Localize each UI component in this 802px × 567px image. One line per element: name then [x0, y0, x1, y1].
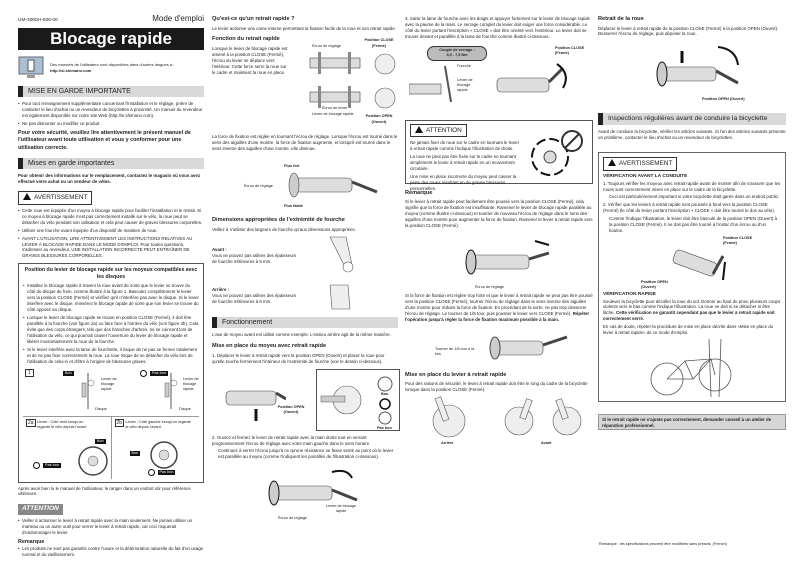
safety-notice: Pour votre sécurité, veuillez lire attentivement le présent manuel de l'utilisateur avant toute utilisation et vous y conformer pour une utilisation correcte. [18, 129, 191, 151]
bad-badge: Pas bon [152, 370, 166, 375]
warning-label: AVERTISSEMENT [18, 191, 92, 205]
bullet: • Veiller à actionner le levier à retrait rapide avec la main seulement. Ne jamais utiliser un marteau ou un autre outil pour serrer le levier à retrait rapide, car ceci risquerait d'endommager le levier. [18, 518, 204, 536]
heading: VÉRIFICATION RAPIDE [603, 292, 656, 298]
step-2-cont: Continuez à serrer l'écrou jusqu'à ce qu'une résistance se fasse sentir au point où le levier est parallèle au moyeu (comme l'indiquent les pointillés de l'illustration ci-dessous). [218, 448, 394, 460]
figure-2b: 2b Levier : Côté gauche lorsqu'on regarde le vélo depuis l'avant. Bon Pas bon [116, 419, 192, 474]
paragraph: Soulever la bicyclette pour décoller la roue du sol. Donner au haut du pneu plusieurs coups violents vers le bas comme l'indique l'illustration. La roue ne doit ni se détacher ni être lâche. Cette vérification ne garantit cependant pas que le levier à retrait rapide soit correctement serré. [603, 298, 781, 322]
column-1 [18, 0, 204, 560]
paragraph: Déplacer le levier à retrait rapide de la position CLOSE (Fermé) à la position OPEN (Ouvert). Desserrer l'écrou de réglage, puis déposer la roue. [598, 25, 779, 37]
no-icon [148, 469, 155, 476]
lever-orientation-figure: Arrière Avant [405, 395, 593, 449]
no-icon [33, 462, 40, 469]
section-fonctionnement: Fonctionnement [212, 317, 398, 328]
inspection-warning-box: AVERTISSEMENT VÉRIFICATION AVANT LA CONDUITE 1. Toujours vérifier les moyeux avec retrait rapide avant de monter afin de s'assurer que les roues sont correctement mises en place sur le cadre de la bicyclette. Ceci est particulièrement important si votre bicyclette était garée dans un endroit public. 2. Vérifier que les leviers à retrait rapide sont poussés à fond vers la position CLOSE (Fermé) (le côté du levier portant l'inscription « CLOSE » doit être tourné le dos au vélo). Comme l'indique l'illustration, le levier doit être basculé de la position OPEN (Ouvert) à la position CLOSE (Fermé). Il ne doit pas être tourné à l'instar d'un écrou ou d'un boulon. Position CLOSE (Fermé) Position OPEN (Ouvert) VÉRIFICATION RAPIDE Soulever la bicyclette pour décoller la roue du sol. Donner au haut du pneu plusieurs coups violents vers le bas comme l'indique l'illustration. La roue ne doit ni se détacher ni être lâche. Cette vérification ne garantit cependant pas que le levier à retrait rapide soit correctement serré. En cas de doute, répéter la procédure de mise en place décrite dans «Mise en place du levier à retrait rapide» de ce mode d'emploi. [598, 152, 786, 402]
page-title: Blocage rapide [18, 28, 204, 50]
item-2-cont: Comme l'indique l'illustration, le levier doit être basculé de la position OPEN (Ouvert) à la position CLOSE (Fermé). Il ne doit pas être tourné à l'instar d'un écrou ou d'un boulon. [609, 216, 778, 234]
heading: Qu'est-ce qu'un retrait rapide ? [212, 16, 295, 22]
bullet: • Installez le blocage rapide à travers la roue avant de sorte que le levier se trouve du côté du disque de frein, comme illustré à la figure 1. Basculez complètement le levier vers la position CLOSE (Fermé) et vérifiez qu'il n'interfère pas avec le disque. Si le levier interfère avec le disque, réinsérez le blocage rapide de sorte que son levier se trouve du côté opposé au disque. [23, 283, 199, 313]
hub-disc-illustration [78, 373, 98, 409]
torque-box: Couple de serrage : 5,0 - 7,5 Nm [427, 46, 487, 61]
professional-note: Si le retrait rapide ne s'ajuste pas correctement, demander conseil à un atelier de réparation professionnel. [598, 414, 786, 430]
item-1: 1. Toujours vérifier les moyeux avec retrait rapide avant de monter afin de s'assurer que les roues sont correctement mises en place sur le cadre de la bicyclette. [603, 180, 781, 192]
paragraph: La force de fixation est réglée en tournant l'écrou de réglage. Lorsque l'écrou est tourné dans le sens des aiguilles d'une montre, la force de fixation augmente, et lorsqu'il est tourné dans le sens inverse des aiguilles d'une montre, elle diminue. [212, 134, 398, 152]
hub-disc-illustration [161, 373, 181, 409]
attention-box: ATTENTION Ne jamais fixer de roue sur le cadre en tournant le levier à retrait rapide comme l'indique l'illustration de droite. La roue ne peut pas être fixée sur le cadre en tournant simplement le levier à retrait rapide en un mouvement circulaire. Une mise en place incorrecte du moyeu peut causer la perte des roues résultant en de graves blessures personnelles. [405, 120, 593, 184]
bullet: • Les produits ne sont pas garantis contre l'usure et la détérioration naturelle du fait d'un usage normal et du vieillissement. [18, 546, 204, 558]
heading: Mise en place du levier à retrait rapide [405, 371, 507, 378]
wheel-illustration [75, 441, 111, 477]
heading: Remarque [405, 189, 433, 196]
heading: Dimensions appropriées de l'extrémité de fourche [212, 217, 345, 224]
adjust-force-figure: Plus fort Écrou de réglage Plus faible [212, 154, 398, 212]
bullet: • Cette roue est équipée d'un moyeu à blocage rapide pour faciliter l'installation et le retrait. Si ce moyeu à blocage rapide n'est pas correctement installé sur le vélo, la roue peut se détacher du vélo pendant son utilisation et cela peut causer de graves blessures corporelles. [18, 208, 204, 226]
bullet: • Lorsque le levier de blocage rapide se trouve en position CLOSE (Fermé), il doit être parallèle à la fourche (voir figure 2a) ou faire face à l'arrière du vélo (voir figure 2b). Cela évite que des corps étrangers, tels que des branches d'arbres, ne se coincent lors de l'utilisation du vélo, ce qui pourrait causer l'ouverture du levier de blocage rapide et libérer involontairement la roue de la fourche. [23, 315, 199, 345]
heading: Retrait de la roue [598, 16, 644, 22]
step2-figure: Levier de blocage rapide Écrou de réglage [212, 462, 398, 522]
fork-end-illustration [322, 235, 362, 311]
eighth-turn-figure: Tourner de 1/8 tour à la fois [405, 325, 593, 367]
remarque-title: Remarque [18, 539, 45, 545]
column-2 [212, 0, 398, 522]
section-inspections: Inspections régulières avant de conduire la bicyclette [598, 113, 786, 124]
column-3 [405, 0, 593, 449]
step-1: 1. Déplacer le levier à retrait rapide vers la position OPEN (Ouvert) et placer la roue pour qu'elle touche fermement l'intérieur de l'extrémité de fourche (voir le dessin ci-dessous). [212, 352, 385, 364]
disc-hub-box [18, 263, 204, 482]
step-3: 3. Saisir la lame de fourche avec les doigts et appuyer fortement sur le levier de blocage rapide avec la paume de la main. Le serrage complet du levier doit exiger une force considérable. Le côté du levier portant l'inscription « CLOSE » doit être orienté vers l'extérieur. Le levier doit se trouver devant et parallèle à la lame de fourche comme illustré ci-dessous. [405, 16, 590, 39]
doc-type: Mode d'emploi [152, 14, 204, 23]
column-4 [598, 0, 786, 430]
heading: VÉRIFICATION AVANT LA CONDUITE [603, 174, 688, 180]
paragraph: Pour des raisons de sécurité, le levier à retrait rapide doit être le long du cadre de la bicyclette lorsque dans la position CLOSE (Fermé). [405, 381, 588, 393]
fork-inset: Bon Pas bon [316, 369, 400, 431]
paragraph: Le levier actionne une came interne permettant la fixation facile de la roue et son retrait rapide. [212, 25, 397, 31]
bullet: • Pour tout renseignement supplémentaire concernant l'installation et le réglage, prière de contacter le lieu d'achat ou un revendeur de bicyclettes à proximité. Un manuel du revendeur est également disponible sur notre site Web (http://si.shimano.com). [18, 101, 204, 119]
paragraph: L'axe de moyeu avant est utilisé comme exemple. L'essieu arrière agit de la même manière. [212, 332, 391, 338]
close-open-figure: Position CLOSE (Fermé) Position OPEN (Ouvert) [641, 236, 753, 290]
paragraph: Si la force de fixation est réglée trop forte et que le levier à retrait rapide ne peut pas être poussé vers la position CLOSE (Fermé), tourner l'écrou de réglage dans le sens inverse des aiguilles d'une montre pour réduire la force de fixation. En procédant de la sorte, ne pas trop desserrer l'écrou de réglage. Le tourner de 1/8 tour, puis pousser le levier vers CLOSE (Fermé). Répéter l'opération jusqu'à régler la force de fixation maximum possible à la main. [405, 292, 593, 322]
step1-figure: Position OPEN (Ouvert) Bon Pas bon [212, 367, 398, 435]
bullet: • Ne pas démonter ou modifier ce produit. [18, 121, 204, 127]
doc-code: UM-3000H-006-00 [18, 18, 58, 24]
replacement-info: Pour obtenir des informations sur le remplacement, contactez le magasin où vous avez effectué votre achat ou un vendeur de vélos. [18, 173, 201, 185]
paragraph: Avant de conduire la bicyclette, vérifier les articles suivants. Si l'un des articles suivants présente un problème, contacter le lieu d'achat ou un revendeur de bicyclettes. [598, 128, 786, 140]
website-link[interactable]: http://si.shimano.com [50, 67, 92, 73]
hub-close-open-illustration [300, 50, 400, 114]
fork-dimensions: Avant : Vous ne pouvez pas utiliser des épaisseurs de fourche inférieures à 5 mm. Arrière : Vous ne pouvez pas utiliser des épaisseurs de fourche inférieures à 6 mm. [212, 235, 398, 311]
paragraph: Veillez à n'utiliser des largeurs de fourche qu'aux dimensions appropriées. [212, 226, 356, 232]
bullet: • Si le levier interfère avec la lame de fourchette, il risque de ne pas se fermer totalement et de ne pas fixer correctement la roue. La roue risque de se détacher du vélo lors de l'utilisation de celui-ci et d'être à l'origine de blessures graves. [23, 347, 199, 365]
heading: Mise en place du moyeu avec retrait rapide [212, 343, 327, 350]
wrong-rotation-illustration [524, 127, 586, 179]
paragraph: Lorsque le levier de blocage rapide est amené à la position CLOSE (Fermé), l'écrou du levier se déplace vers l'intérieur. Cette force serre la roue sur le cadre et maintient la roue en place. [212, 46, 288, 75]
section-mise-en-garde: MISE EN GARDE IMPORTANTE [18, 86, 204, 97]
figure-2a: 2a Levier : Côté droit lorsqu'on regarde le vélo depuis l'avant. Pas bon Bon [23, 417, 112, 479]
paragraph: En cas de doute, répéter la procédure de mise en place décrite dans «Mise en place du levier à retrait rapide» de ce mode d'emploi. [603, 324, 774, 336]
warning-icon [415, 126, 423, 133]
warning-icon [608, 159, 616, 166]
remove-wheel-figure: Position OPEN (Ouvert) [598, 39, 786, 107]
remarque-figure: Écrou de réglage [405, 231, 593, 293]
step-2: 2. Ouvrez et fermez le levier de retrait rapide avec la main droite tout en serrant progressivement l'écrou de réglage avec votre main gauche dans le sens horaire. [212, 434, 371, 446]
footer-note: Remarque : les spécifications peuvent être modifiées sans préavis. (French) [599, 542, 727, 546]
bike-check-illustration [649, 339, 739, 399]
bullet: • AVANT L'UTILISATION, LIRE ATTENTIVEMENT LES INSTRUCTIONS RELATIVES AU LEVIER À BLOCAGE RAPIDE DANS LE MODE D'EMPLOI. Pour toutes questions, s'adresser au revendeur. UNE INSTALLATION INCORRECTE PEUT ENTRAÎNER DE GRAVES BLESSURES CORPORELLES. [18, 236, 204, 260]
bullet: • Utiliser une fourche avant équipée d'un dispositif de maintien de roue. [18, 228, 204, 234]
attention-label: ATTENTION [18, 504, 63, 515]
step3-figure: Couple de serrage : 5,0 - 7,5 Nm Fourche Levier de blocage rapide Position CLOSE (Fermé) [405, 42, 593, 116]
no-icon [140, 370, 147, 377]
section-mises-en-garde: Mises en garde importantes [18, 158, 204, 169]
paragraph: Si le levier à retrait rapide peut facilement être poussé vers la position CLOSE (Fermé), cela signifie que la force de fixation est insuffisante. Ramener le levier de blocage rapide parallèle au moyeu (comme illustré ci-dessous) et tourner de nouveau l'écrou de réglage dans le sens des aiguilles d'une montre pour augmenter la force de fixation. Ramener le levier à retrait rapide vers la position CLOSE (Fermé). [405, 199, 593, 229]
heading: Fonction du retrait rapide [212, 36, 280, 43]
languages-text: Des manuels de l'utilisateur sont disponibles dans d'autres langues à : [50, 62, 175, 68]
monitor-icon [18, 56, 44, 80]
item-1-cont: Ceci est particulièrement important si votre bicyclette était garée dans un endroit public. [609, 194, 780, 200]
item-2: 2. Vérifier que les leviers à retrait rapide sont poussés à fond vers la position CLOSE (Fermé) (le côté du levier portant l'inscription « CLOSE » doit être tourné le dos au vélo). [603, 202, 775, 214]
disc-box-title: Position du levier de blocage rapide sur les moyeux compatibles avec les disques [24, 267, 198, 281]
warning-icon [23, 193, 31, 200]
figure-1: 1 Bon Levier de blocage rapide Disque Pas bon Levier de blocage rapide Disque [23, 367, 199, 417]
good-badge: Bon [65, 370, 72, 375]
storage-note: Après avoir bien lu le manuel de l'utilisateur, le ranger dans un endroit sûr pour référence ultérieure. [18, 485, 191, 497]
wheel-illustration [146, 437, 182, 473]
function-block: Fonction du retrait rapide Lorsque le levier de blocage rapide est amené à la position CLOSE (Fermé), l'écrou du levier se déplace vers l'intérieur. Cette force serre la roue sur le cadre et maintient la roue en place. Écrou de réglage Position CLOSE (Fermé) Écrou de levier Levier de blocage rapide Position OPEN (Ouvert) [212, 36, 398, 124]
